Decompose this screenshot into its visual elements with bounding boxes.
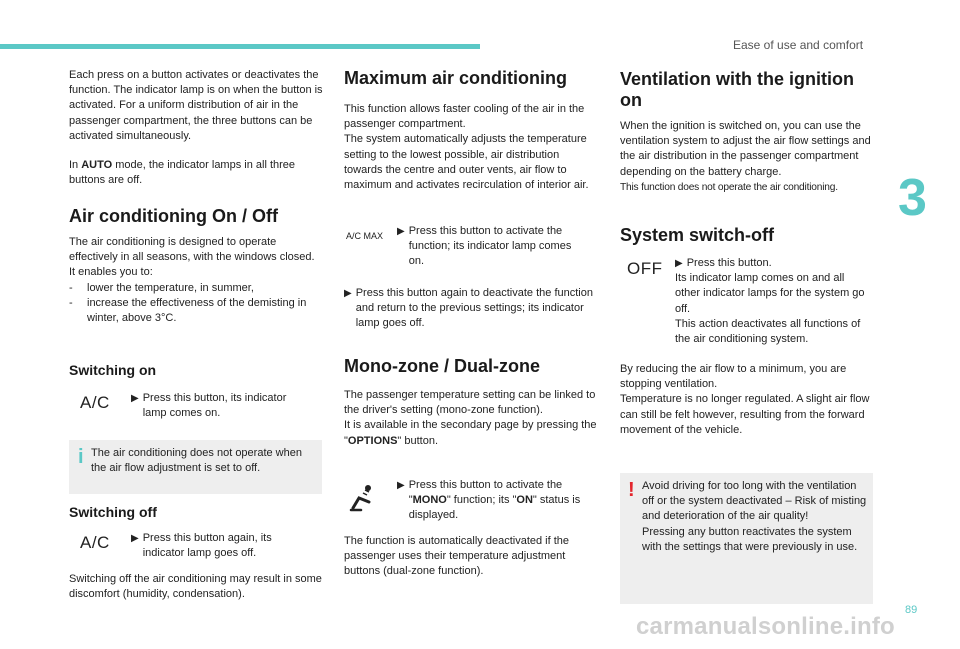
- info-icon: i: [78, 446, 84, 468]
- arrow-bullet-icon: ▶: [344, 288, 352, 299]
- system-switch-off-steps: ▶ Press this button. Its indicator lamp comes on and all other indicator lamps for the system go off. This action deactivates all functions of the air conditioning system.: [675, 257, 865, 346]
- intro-paragraph: Each press on a button activates or deactivates the function. The indicator lamp is on when the button is activated. For a uniform distribution of air in the passenger compartment, the three buttons can be activated simultaneously.: [69, 69, 323, 142]
- max-ac-description: This function allows faster cooling of the air in the passenger compartment. The system automatically adjusts the temperature setting to the lowest possible, air distribution towards the centre and outer vents, air flow to maximum and activates recirculation of interior air.: [344, 103, 589, 192]
- passenger-seat-icon: [349, 484, 375, 512]
- ac-heading: Air conditioning On / Off: [69, 206, 278, 226]
- page-number: 89: [905, 604, 918, 616]
- max-ac-heading: Maximum air conditioning: [344, 68, 568, 88]
- ac-button-icon: A/C: [80, 393, 110, 412]
- ac-list-item: lower the temperature, in summer,: [87, 281, 254, 294]
- ac-max-button-icon: A/C MAX: [346, 231, 384, 241]
- system-switch-off-description: By reducing the air flow to a minimum, you are stopping ventilation. Temperature is no longer regulated. A slight air flow can still be felt however, resulting from the forward movement of the vehicle.: [620, 363, 870, 436]
- mono-zone-description: The passenger temperature setting can be linked to the driver's setting (mono-zone function). It is available in the secondary page by pressing the "OPTIONS" button.: [344, 389, 597, 447]
- arrow-bullet-icon: ▶: [397, 480, 405, 491]
- ac-list-item: increase the effectiveness of the demisting in winter, above 3°C.: [87, 296, 307, 325]
- chapter-number: 3: [898, 169, 927, 227]
- mono-zone-heading: Mono-zone / Dual-zone: [344, 356, 540, 376]
- switch-on-step: ▶ Press this button, its indicator lamp comes on.: [131, 391, 311, 421]
- info-box: [69, 440, 322, 494]
- info-text: The air conditioning does not operate when the air flow adjustment is set to off.: [91, 447, 302, 475]
- arrow-bullet-icon: ▶: [675, 258, 683, 269]
- auto-mode-note: In AUTO mode, the indicator lamps in all three buttons are off.: [69, 159, 296, 187]
- max-ac-deactivate-step: ▶ Press this button again to deactivate the function and return to the previous settings; its indicator lamp goes off.: [344, 286, 600, 332]
- ventilation-description: When the ignition is switched on, you can use the ventilation system to adjust the air flow settings and the air distribution in the passenger compartment depending on the battery charge. This function does not operate the air conditioning.: [620, 120, 871, 193]
- mono-activate-step: ▶ Press this button to activate the "MONO" function; its "ON" status is displayed.: [397, 478, 587, 524]
- warning-text: Avoid driving for too long with the ventilation off or the system deactivated – Risk of misting and deterioration of the air quality! Pressing any button reactivates the system with the settings that were previously in use.: [642, 480, 867, 553]
- arrow-bullet-icon: ▶: [131, 393, 139, 404]
- max-ac-activate-step: ▶ Press this button to activate the function; its indicator lamp comes on.: [397, 224, 587, 270]
- mono-note: The function is automatically deactivated if the passenger uses their temperature adjustment buttons (dual-zone function).: [344, 535, 570, 578]
- switching-on-heading: Switching on: [69, 362, 157, 378]
- ventilation-heading: Ventilation with the ignition on: [620, 69, 854, 110]
- watermark: carmanualsonline.info: [636, 613, 895, 640]
- ac-description: The air conditioning is designed to operate effectively in all seasons, with the windows closed. It enables you to: - lower the temperature, in summer, - increase the effectiveness of the demisting in winter, above 3°C.: [69, 235, 325, 326]
- system-switch-off-heading: System switch-off: [620, 225, 775, 245]
- switching-off-heading: Switching off: [69, 504, 157, 520]
- ac-button-icon: A/C: [80, 533, 110, 552]
- off-button-icon: OFF: [627, 259, 663, 278]
- switch-off-step: ▶ Press this button again, its indicator lamp goes off.: [131, 531, 311, 561]
- warning-box: [620, 473, 873, 604]
- warning-icon: !: [628, 479, 635, 501]
- arrow-bullet-icon: ▶: [397, 226, 405, 237]
- section-title: Ease of use and comfort: [733, 38, 864, 52]
- header-accent-bar: [0, 44, 480, 49]
- arrow-bullet-icon: ▶: [131, 533, 139, 544]
- switch-off-note: Switching off the air conditioning may result in some discomfort (humidity, condensation).: [69, 573, 322, 601]
